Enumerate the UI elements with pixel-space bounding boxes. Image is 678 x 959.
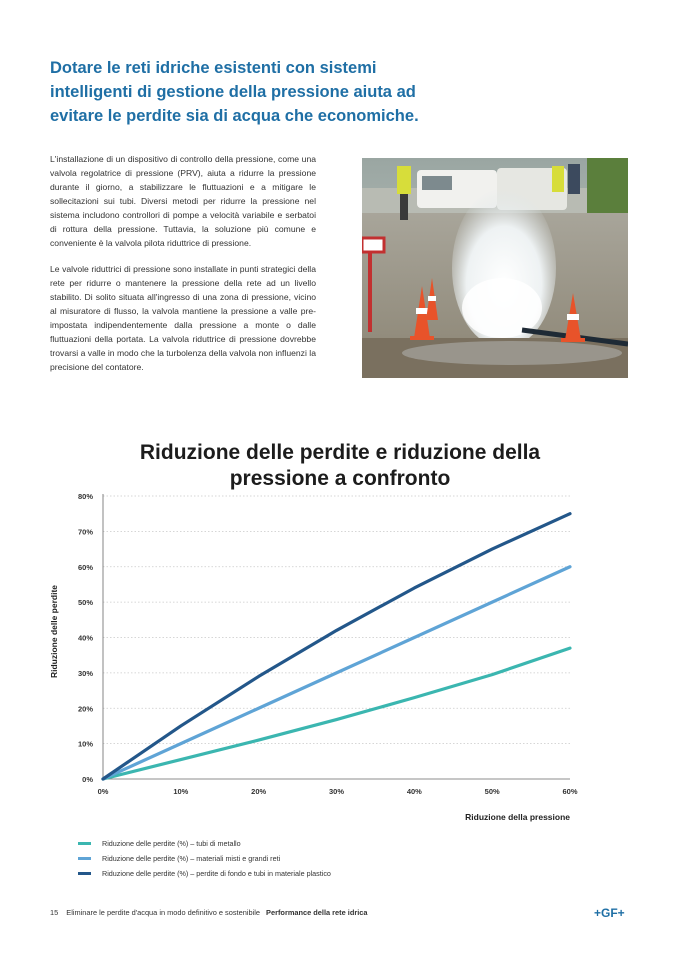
body-text	[50, 152, 316, 386]
x-tick-label: 20%	[251, 787, 267, 796]
x-tick-label: 30%	[328, 787, 345, 796]
y-tick-label: 60%	[77, 562, 93, 572]
y-tick-label: 70%	[77, 527, 93, 537]
series-line-1	[103, 648, 570, 779]
footer-text: Eliminare le perdite d'acqua in modo definitivo e sostenibile	[66, 908, 260, 917]
y-tick-label: 30%	[77, 668, 93, 678]
gf-logo: +GF+	[594, 906, 625, 920]
legend-item	[78, 866, 331, 881]
paragraph-2: Le valvole riduttrici di pressione sono installate in punti strategici della rete per ridurre o mantenere la pressione della rete ad un livello stabilito. Di solito situata all'ingresso di una zona di pressione, vicino al misuratore di flusso, la valvola mantiene la pressione a valle pre-impostata indipendentemente dalla pressione a monte o dalle fluttuazioni della portata. La valvola riduttrice di pressione dovrebbe trovarsi a valle in modo che la turbolenza della valvola non influenzi la precisione del contatore.	[50, 264, 316, 372]
legend-label: Riduzione delle perdite (%) – tubi di metallo	[102, 839, 241, 848]
legend-swatch-mixed	[78, 857, 91, 860]
y-tick-label: 10%	[77, 739, 93, 749]
legend-item	[78, 836, 331, 851]
legend-item	[78, 851, 331, 866]
legend-swatch-metal	[78, 842, 91, 845]
y-tick-label: 80%	[77, 492, 93, 501]
x-tick-label: 10%	[173, 787, 189, 796]
x-tick-label: 40%	[406, 787, 422, 796]
chart-title: Riduzione delle perdite e riduzione della pressione a confronto	[139, 441, 541, 490]
x-tick-label: 50%	[484, 787, 500, 796]
page-number: 15	[50, 908, 59, 917]
legend-label: Riduzione delle perdite (%) – materiali misti e grandi reti	[102, 854, 281, 863]
y-axis-label: Riduzione delle perdite	[49, 584, 59, 679]
water-leak-photo	[362, 158, 628, 378]
y-tick-label: 50%	[77, 598, 93, 608]
series-line-3	[103, 514, 570, 779]
y-tick-label: 0%	[82, 775, 93, 784]
x-tick-label: 0%	[97, 787, 109, 796]
y-tick-label: 20%	[77, 704, 93, 714]
page-headline: Dotare le reti idriche esistenti con sistemi intelligenti di gestione della pressione aiuta ad evitare le perdite sia di acqua che economiche.	[50, 59, 419, 125]
line-chart	[40, 488, 600, 828]
page-footer	[50, 908, 368, 917]
chart-legend	[78, 836, 331, 881]
legend-swatch-plastic	[78, 872, 91, 875]
footer-section: Performance della rete idrica	[266, 908, 368, 917]
paragraph-1: L'installazione di un dispositivo di controllo della pressione, come una valvola regolatrice di pressione (PRV), aiuta a ridurre la pressione durante il giorno, a stabilizzare le fluttuazioni e a mitigare le sollecitazioni sui tubi. Diversi metodi per ridurre la pressione nel sistema includono controllori di pompe a velocità variabile e serbatoi di rottura della pressione. Tuttavia, la soluzione più comune e conveniente è la valvola pilota riduttrice di pressione.	[50, 154, 316, 248]
x-tick-label: 60%	[562, 787, 578, 796]
y-tick-label: 40%	[77, 633, 93, 643]
x-axis-label: Riduzione della pressione	[465, 812, 570, 822]
legend-label: Riduzione delle perdite (%) – perdite di fondo e tubi in materiale plastico	[102, 869, 331, 878]
